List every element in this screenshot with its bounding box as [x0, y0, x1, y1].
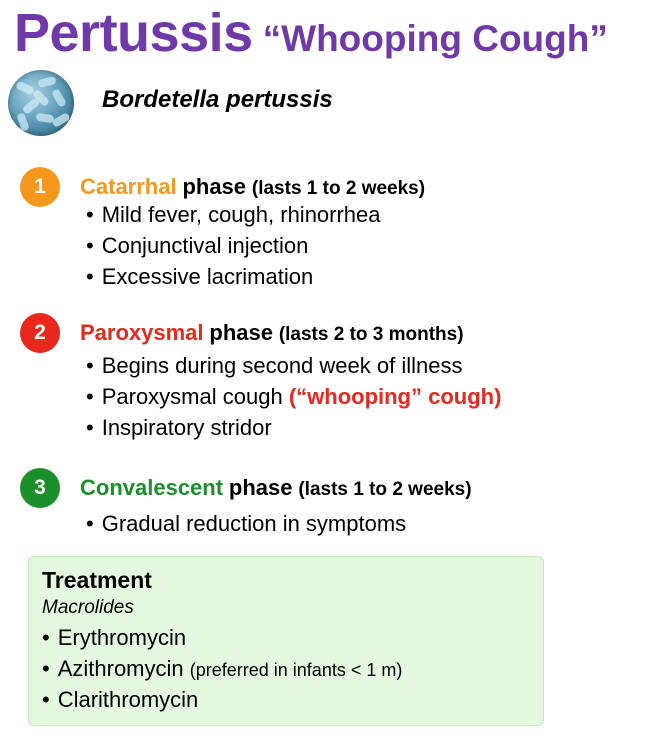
phase-name: Convalescent: [80, 475, 224, 500]
phase-name: Catarrhal: [80, 174, 177, 199]
list-item-text: Azithromycin: [57, 656, 184, 681]
list-item: • Conjunctival injection: [86, 230, 381, 261]
phase-heading: [80, 174, 425, 200]
phase-heading: [80, 320, 464, 346]
treatment-box: [28, 556, 544, 726]
list-item-text: Paroxysmal cough: [101, 384, 283, 409]
phase-number-badge: 1: [20, 167, 60, 207]
treatment-list: [42, 622, 402, 715]
list-item: • Mild fever, cough, rhinorrhea: [86, 199, 381, 230]
phase-number-badge: 3: [20, 468, 60, 508]
treatment-subtitle: Macrolides: [42, 597, 134, 618]
phase-duration: (lasts 1 to 2 weeks): [251, 178, 426, 199]
phase-symptom-list: [86, 508, 406, 539]
treatment-title: Treatment: [42, 567, 152, 593]
phase-word: phase: [182, 174, 247, 199]
list-item: • Begins during second week of illness: [86, 350, 501, 381]
title-main: Pertussis: [14, 3, 253, 63]
phase-symptom-list: [86, 350, 501, 443]
phase-duration: (lasts 2 to 3 months): [278, 324, 464, 345]
page-title: [14, 2, 608, 64]
phase-name: Paroxysmal: [80, 320, 204, 345]
organism-name: Bordetella pertussis: [102, 86, 333, 113]
phase-number-badge: 2: [20, 313, 60, 353]
list-item: • Clarithromycin: [42, 684, 402, 715]
list-item: • Inspiratory stridor: [86, 412, 501, 443]
phase-duration: (lasts 1 to 2 weeks): [298, 479, 472, 500]
bacteria-image: [8, 70, 74, 136]
phase-symptom-list: [86, 199, 381, 292]
azithromycin-note: (preferred in infants < 1 m): [189, 660, 403, 680]
list-item: • Excessive lacrimation: [86, 261, 381, 292]
list-item: [86, 381, 501, 412]
list-item: • Erythromycin: [42, 622, 402, 653]
phase-word: phase: [209, 320, 273, 345]
phase-word: phase: [228, 475, 293, 500]
list-item: • Gradual reduction in symptoms: [86, 508, 406, 539]
whooping-cough-highlight: (“whooping” cough): [288, 384, 502, 409]
phase-heading: [80, 475, 472, 501]
list-item: [42, 653, 402, 684]
title-subtitle: “Whooping Cough”: [262, 18, 608, 59]
